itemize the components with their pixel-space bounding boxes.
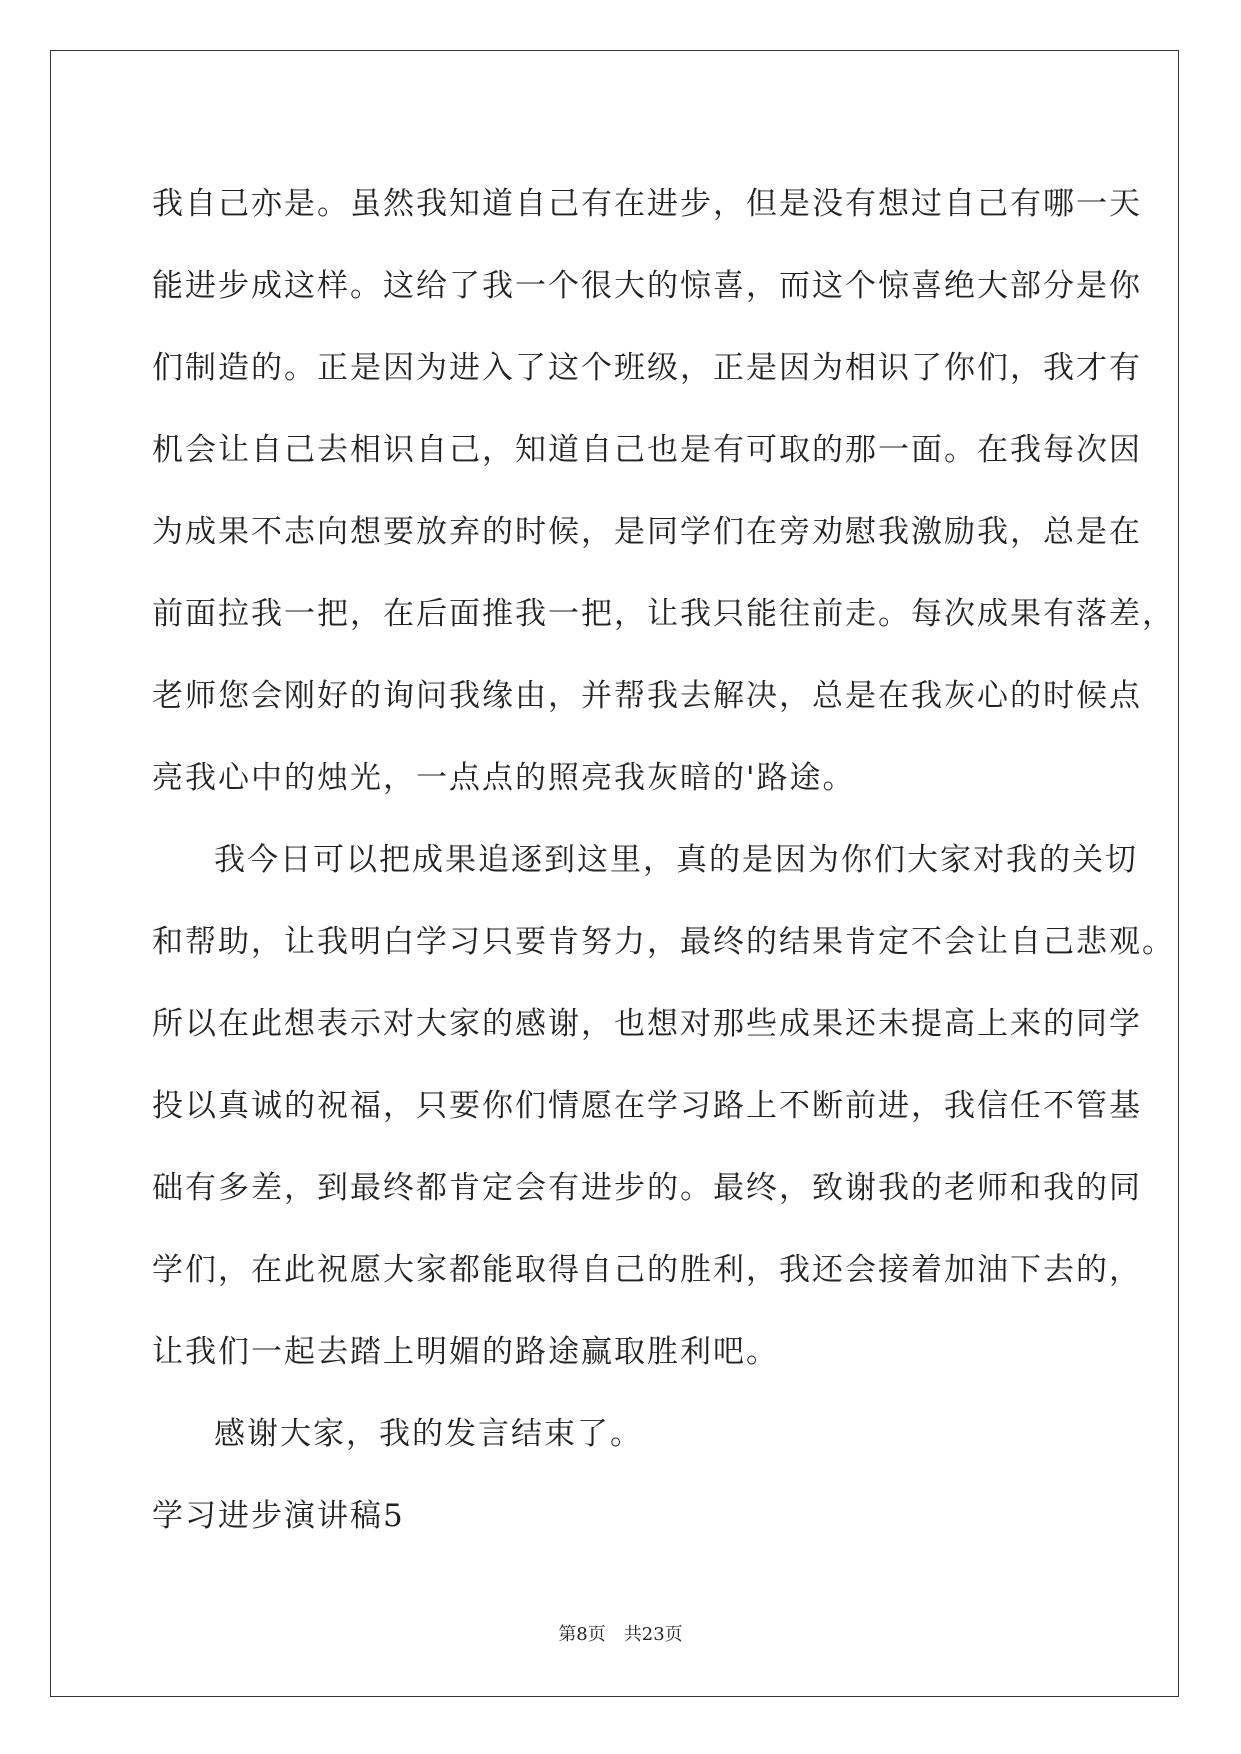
text-line: 能进步成这样。这给了我一个很大的惊喜，而这个惊喜绝大部分是你 [152, 268, 1142, 304]
text-line: 让我们一起去踏上明媚的路途赢取胜利吧。 [152, 1334, 779, 1370]
text-line: 所以在此想表示对大家的感谢，也想对那些成果还未提高上来的同学 [152, 1006, 1142, 1042]
section-heading: 学习进步演讲稿5 [152, 1498, 405, 1534]
text-line: 前面拉我一把，在后面推我一把，让我只能往前走。每次成果有落差， [152, 596, 1175, 632]
text-line: 我自己亦是。虽然我知道自己有在进步，但是没有想过自己有哪一天 [152, 186, 1142, 222]
text-line: 感谢大家，我的发言结束了。 [214, 1416, 643, 1452]
text-line: 机会让自己去相识自己，知道自己也是有可取的那一面。在我每次因 [152, 432, 1142, 468]
text-line: 础有多差，到最终都肯定会有进步的。最终，致谢我的老师和我的同 [152, 1170, 1142, 1206]
text-line: 亮我心中的烛光，一点点的照亮我灰暗的'路途。 [152, 760, 856, 796]
text-line: 们制造的。正是因为进入了这个班级，正是因为相识了你们，我才有 [152, 350, 1142, 386]
text-line: 学们，在此祝愿大家都能取得自己的胜利，我还会接着加油下去的， [152, 1252, 1142, 1288]
document-body [152, 163, 1175, 1557]
text-line: 和帮助，让我明白学习只要肯努力，最终的结果肯定不会让自己悲观。 [152, 924, 1175, 960]
text-line: 老师您会刚好的询问我缘由，并帮我去解决，总是在我灰心的时候点 [152, 678, 1142, 714]
text-line: 投以真诚的祝福，只要你们情愿在学习路上不断前进，我信任不管基 [152, 1088, 1142, 1124]
text-line: 为成果不志向想要放弃的时候，是同学们在旁劝慰我激励我，总是在 [152, 514, 1142, 550]
page-footer: 第8页 共23页 [558, 1624, 683, 1645]
text-line: 我今日可以把成果追逐到这里，真的是因为你们大家对我的关切 [214, 842, 1138, 878]
